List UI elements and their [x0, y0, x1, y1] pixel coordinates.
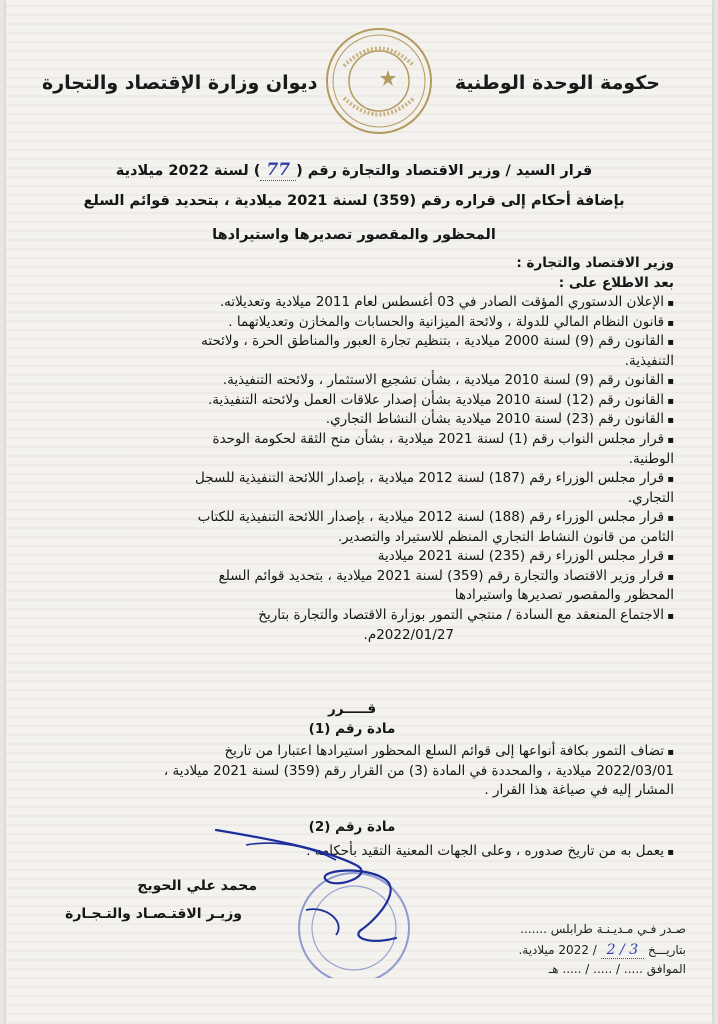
- issued-place: صـدر فـي مـديـنـة طرابلس .......: [520, 922, 686, 936]
- reference-item: ▪ قرار مجلس الوزراء رقم (235) لسنة 2021 ميلادية: [34, 547, 674, 567]
- reference-item: ▪ قرار وزير الاقتصاد والتجارة رقم (359) لسنة 2021 ميلادية ، بتحديد قوائم السلع: [34, 567, 674, 587]
- reference-item: ▪ القانون رقم (9) لسنة 2010 ميلادية ، بشأن تشجيع الاستثمار ، ولائحته التنفيذية.: [34, 371, 674, 391]
- reference-item: ▪ القانون رقم (12) لسنة 2010 ميلادية بشأن إصدار علاقات العمل ولائحته التنفيذية.: [34, 391, 674, 411]
- reference-continuation: التجاري.: [627, 489, 674, 506]
- reference-continuation: التنفيذية.: [624, 352, 674, 369]
- reference-item: ▪ قانون النظام المالي للدولة ، ولائحة الميزانية والحسابات والمخازن وتعديلاتهما .: [34, 313, 674, 333]
- document-page: [6, 0, 712, 1024]
- minister-intro: وزير الاقتصاد والتجارة :: [516, 255, 674, 271]
- reference-continuation: المحظور والمقصور تصديرها واستيرادها: [454, 587, 674, 604]
- reference-item: ▪ الاجتماع المنعقد مع السادة / منتجي التمور بوزارة الاقتصاد والتجارة بتاريخ: [34, 606, 674, 626]
- reference-continuation: الوطنية.: [628, 450, 674, 467]
- signatory-title: وزيـر الاقتـصـاد والتـجـارة: [65, 906, 242, 922]
- decree-title-line3: المحظور والمقصور تصديرها واستيرادها: [212, 227, 496, 243]
- signatory-name: محمد علي الحويج: [137, 878, 257, 894]
- reference-item: ▪ القانون رقم (23) لسنة 2010 ميلادية بشأن النشاط التجاري.: [34, 410, 674, 430]
- ministry-office-name: ديوان وزارة الإقتصاد والتجارة: [42, 72, 318, 94]
- reference-item: ▪ قرار مجلس النواب رقم (1) لسنة 2021 ميلادية ، بشأن منح الثقة لحكومة الوحدة: [34, 430, 674, 450]
- reference-continuation: الثامن من قانون النشاط التجاري المنظم للاستيراد والتصدير.: [337, 528, 674, 545]
- issue-date: بتاريـــخ 3 / 2 / 2022 ميلادية.: [518, 942, 686, 958]
- references-list: [34, 293, 674, 645]
- article-1-title: مادة رقم (1): [308, 721, 396, 737]
- government-name: حكومة الوحدة الوطنية: [454, 72, 660, 94]
- decree-title-line1: قرار السيد / وزير الاقتصاد والتجارة رقم (77) لسنة 2022 ميلادية: [115, 160, 593, 180]
- reference-item: ▪ قرار مجلس الوزراء رقم (187) لسنة 2012 ميلادية ، بإصدار اللائحة التنفيذية للسجل: [34, 469, 674, 489]
- reference-item: ▪ الإعلان الدستوري المؤقت الصادر في 03 أغسطس لعام 2011 ميلادية وتعديلاته.: [34, 293, 674, 313]
- decree-title-line2: بإضافة أحكام إلى قراره رقم (359) لسنة 2021 ميلادية ، بتحديد قوائم السلع: [83, 193, 625, 209]
- reference-item: ▪ قرار مجلس الوزراء رقم (188) لسنة 2012 ميلادية ، بإصدار اللائحة التنفيذية للكتاب: [34, 508, 674, 528]
- decision-heading: قـــــرر: [327, 701, 377, 717]
- article-1-body: ▪ تضاف التمور بكافة أنواعها إلى قوائم السلع المحظور استيرادها اعتبارا من تاريخ 2022/03/01 ميلادية ، والمحددة في المادة (3) من القرار رقم (359) لسنة 2021 ميلادية ، المشار إليه في صياغة هذا القرار .: [34, 742, 674, 801]
- article-2-title: مادة رقم (2): [308, 819, 396, 835]
- reference-continuation: 2022/01/27م.: [363, 626, 454, 643]
- government-seal-logo: [324, 26, 434, 136]
- after-review-heading: بعد الاطلاع على :: [558, 275, 674, 291]
- article-2-body: ▪ يعمل به من تاريخ صدوره ، وعلى الجهات المعنية التقيد بأحكامه .: [34, 842, 674, 862]
- reference-item: ▪ القانون رقم (9) لسنة 2000 ميلادية ، بتنظيم تجارة العبور والمناطق الحرة ، ولائحته: [34, 332, 674, 352]
- decree-number: 77: [260, 160, 296, 181]
- hijri-date: الموافق ..... / ..... / ..... هـ: [548, 962, 686, 976]
